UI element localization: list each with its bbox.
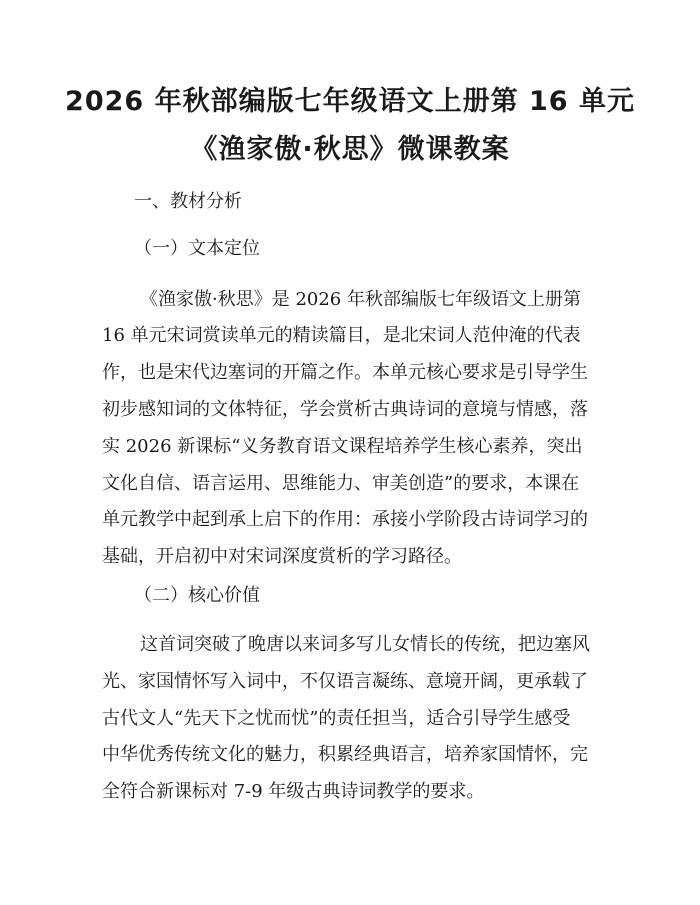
section-heading: 一、教材分析 [134, 191, 242, 212]
subsection-heading-core-value: （二）核心价值 [134, 585, 260, 606]
paragraph-line: 初步感知词的文体特征，学会赏析古典诗词的意境与情感，落 [102, 399, 588, 420]
paragraph-line: 全符合新课标对 7-9 年级古典诗词教学的要求。 [102, 781, 485, 802]
paragraph-line: 光、家国情怀写入词中，不仅语言凝练、意境开阔，更承载了 [102, 671, 588, 692]
subsection-heading-text-positioning: （一）文本定位 [134, 238, 260, 259]
paragraph-line: 作，也是宋代边塞词的开篇之作。本单元核心要求是引导学生 [102, 362, 588, 383]
paragraph-line: 基础，开启初中对宋词深度赏析的学习路径。 [102, 546, 462, 567]
paragraph-line: 实 2026 新课标“义务教育语文课程培养学生核心素养，突出 [102, 436, 583, 457]
paragraph-line: 古代文人“先天下之忧而忧”的责任担当，适合引导学生感受 [102, 708, 571, 729]
paragraph-line: 这首词突破了晚唐以来词多写儿女情长的传统，把边塞风 [140, 634, 590, 655]
paragraph-line: 单元教学中起到承上启下的作用：承接小学阶段古诗词学习的 [102, 509, 588, 530]
title-line-1: 2026 年秋部编版七年级语文上册第 16 单元 [65, 86, 635, 117]
paragraph-line: 中华优秀传统文化的魅力，积累经典语言，培养家国情怀，完 [102, 744, 588, 765]
paragraph-line: 16 单元宋词赏读单元的精读篇目，是北宋词人范仲淹的代表 [102, 325, 581, 346]
paragraph-line: 《渔家傲·秋思》是 2026 年秋部编版七年级语文上册第 [140, 289, 581, 310]
paragraph-line: 文化自信、语言运用、思维能力、审美创造”的要求，本课在 [102, 473, 580, 494]
title-line-2: 《渔家傲·秋思》微课教案 [190, 134, 510, 165]
